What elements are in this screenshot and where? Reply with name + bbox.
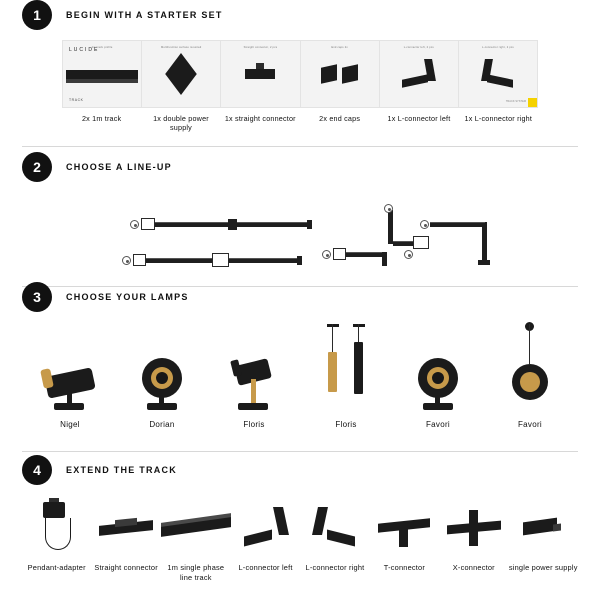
starter-set-panel — [62, 40, 538, 108]
step-number-3: 3 — [22, 282, 52, 312]
starter-label-straight-connector: 1x straight connector — [224, 114, 296, 123]
line-up-diagram — [0, 192, 600, 278]
lamp-label: Favori — [425, 420, 451, 429]
divider-1 — [22, 146, 578, 147]
starter-item-end-caps — [301, 41, 380, 107]
section-extend-track — [0, 455, 600, 583]
double-power-supply-icon — [165, 53, 197, 95]
section-lamps — [0, 282, 600, 452]
part-item-line-track[interactable] — [161, 497, 231, 583]
starter-label-end-caps: 2x end caps — [319, 114, 361, 123]
lamp-item-floris-pendant[interactable] — [300, 324, 392, 429]
lineup-track-segment — [346, 252, 384, 257]
item-caption: L-connector left, 2 pcs — [403, 46, 434, 49]
lineup-power-supply — [133, 254, 146, 266]
starter-label-l-connector-right: 1x L-connector right — [464, 114, 533, 123]
starter-item-track — [63, 41, 142, 107]
section-3-header — [0, 282, 600, 312]
step-title-3: CHOOSE YOUR LAMPS — [66, 292, 189, 302]
lineup-power-supply — [413, 236, 429, 249]
item-caption: 1m track profile — [91, 46, 113, 49]
lamp-image-dorian — [116, 324, 208, 410]
part-label: L-connector left — [238, 563, 293, 572]
part-label: X-connector — [452, 563, 495, 572]
lamp-label: Dorian — [149, 420, 175, 429]
lineup-track-vertical — [482, 222, 487, 262]
part-label: Pendant-adapter — [27, 563, 86, 572]
starter-item-straight-connector — [221, 41, 300, 107]
lamp-label: Favori — [517, 420, 543, 429]
starter-item-l-connector-left — [380, 41, 459, 107]
lineup-end-cap — [478, 260, 490, 265]
starter-item-l-connector-right — [459, 41, 537, 107]
l-connector-left-icon — [402, 59, 436, 89]
end-caps-icon — [321, 66, 358, 82]
lineup-track-segment — [155, 222, 230, 227]
track-profile-icon — [66, 70, 138, 79]
lineup-track-segment — [146, 258, 214, 263]
part-item-l-connector-left[interactable] — [231, 497, 300, 583]
part-label: 1m single phase line track — [167, 563, 225, 582]
step-title-4: EXTEND THE TRACK — [66, 465, 178, 475]
section-2-header — [0, 152, 600, 182]
lineup-corner — [382, 252, 387, 266]
lamp-image-nigel — [24, 324, 116, 410]
lineup-marker — [384, 204, 393, 213]
lamp-image-floris-pendant — [300, 324, 392, 410]
divider-1-wrap — [0, 146, 600, 147]
lamp-item-favori-pendant[interactable] — [484, 324, 576, 429]
starter-item-power-supply — [142, 41, 221, 107]
part-item-x-connector[interactable] — [439, 497, 508, 583]
lamp-item-nigel[interactable] — [24, 324, 116, 429]
item-caption: End caps 2x — [331, 46, 348, 49]
l-connector-right-icon — [481, 59, 515, 89]
lineup-track-segment — [237, 222, 309, 227]
step-title-2: CHOOSE A LINE-UP — [66, 162, 172, 172]
part-image-l-connector-left — [231, 497, 300, 559]
item-caption: Multifunction surface mounted — [161, 46, 202, 49]
lamp-image-favori-spot — [392, 324, 484, 410]
lineup-marker — [130, 220, 139, 229]
lamp-item-dorian[interactable] — [116, 324, 208, 429]
part-item-l-connector-right[interactable] — [300, 497, 369, 583]
lamp-label: Floris — [335, 420, 357, 429]
lineup-connector-block — [212, 253, 229, 267]
part-item-pendant-adapter[interactable] — [22, 497, 91, 583]
part-label: L-connector right — [305, 563, 365, 572]
lamp-item-favori-spot[interactable] — [392, 324, 484, 429]
brand-logo: LUCIDE — [69, 47, 100, 53]
part-item-power-supply[interactable] — [509, 497, 578, 583]
section-1-header — [0, 0, 600, 30]
item-caption: Straight connector, 2 pcs — [243, 46, 278, 49]
step-number-2: 2 — [22, 152, 52, 182]
part-item-straight-connector[interactable] — [91, 497, 160, 583]
lamp-label: Nigel — [60, 420, 80, 429]
section-starter-set — [0, 0, 600, 147]
lineup-power-supply — [141, 218, 155, 230]
part-item-t-connector[interactable] — [370, 497, 439, 583]
extend-parts-gallery — [0, 497, 600, 583]
lineup-track-vertical — [388, 210, 393, 244]
lineup-connector — [228, 219, 237, 230]
item-caption: L-connector right, 2 pcs — [481, 46, 514, 49]
lineup-end-cap — [297, 256, 302, 265]
lamp-item-floris-spot[interactable] — [208, 324, 300, 429]
step-number-1: 1 — [22, 0, 52, 30]
lamp-label: Floris — [243, 420, 265, 429]
lineup-end-cap — [307, 220, 312, 229]
lineup-marker — [322, 250, 331, 259]
part-image-l-connector-right — [300, 497, 369, 559]
part-image-x-connector — [439, 497, 508, 559]
section-4-header — [0, 455, 600, 485]
brand-subtitle: TRACK — [69, 98, 84, 102]
part-label: T-connector — [383, 563, 426, 572]
lineup-power-supply — [333, 248, 346, 260]
part-image-t-connector — [370, 497, 439, 559]
lineup-marker — [404, 250, 413, 259]
part-image-straight-connector — [91, 497, 160, 559]
lineup-track-segment — [430, 222, 485, 227]
starter-label-power-supply: 1x double power supply — [153, 114, 209, 132]
starter-set-labels — [62, 114, 538, 132]
part-image-pendant-adapter — [22, 497, 91, 559]
starter-label-l-connector-left: 1x L-connector left — [387, 114, 451, 123]
lineup-track-segment — [229, 258, 299, 263]
part-image-line-track — [161, 497, 231, 559]
lamp-image-floris-spot — [208, 324, 300, 410]
starter-label-track: 2x 1m track — [81, 114, 122, 123]
panel-corner-note: TRACK SYSTEM — [505, 100, 526, 103]
divider-3 — [22, 451, 578, 452]
step-title-1: BEGIN WITH A STARTER SET — [66, 10, 223, 20]
lineup-marker — [420, 220, 429, 229]
lamp-gallery — [0, 324, 600, 429]
straight-connector-icon — [245, 69, 275, 79]
lineup-marker — [122, 256, 131, 265]
divider-3-wrap — [0, 451, 600, 452]
part-label: Straight connector — [94, 563, 158, 572]
lamp-image-favori-pendant — [484, 324, 576, 410]
lineup-track-segment — [393, 241, 415, 246]
step-number-4: 4 — [22, 455, 52, 485]
section-line-up — [0, 152, 600, 287]
part-label: single power supply — [508, 563, 578, 572]
part-image-power-supply — [509, 497, 578, 559]
